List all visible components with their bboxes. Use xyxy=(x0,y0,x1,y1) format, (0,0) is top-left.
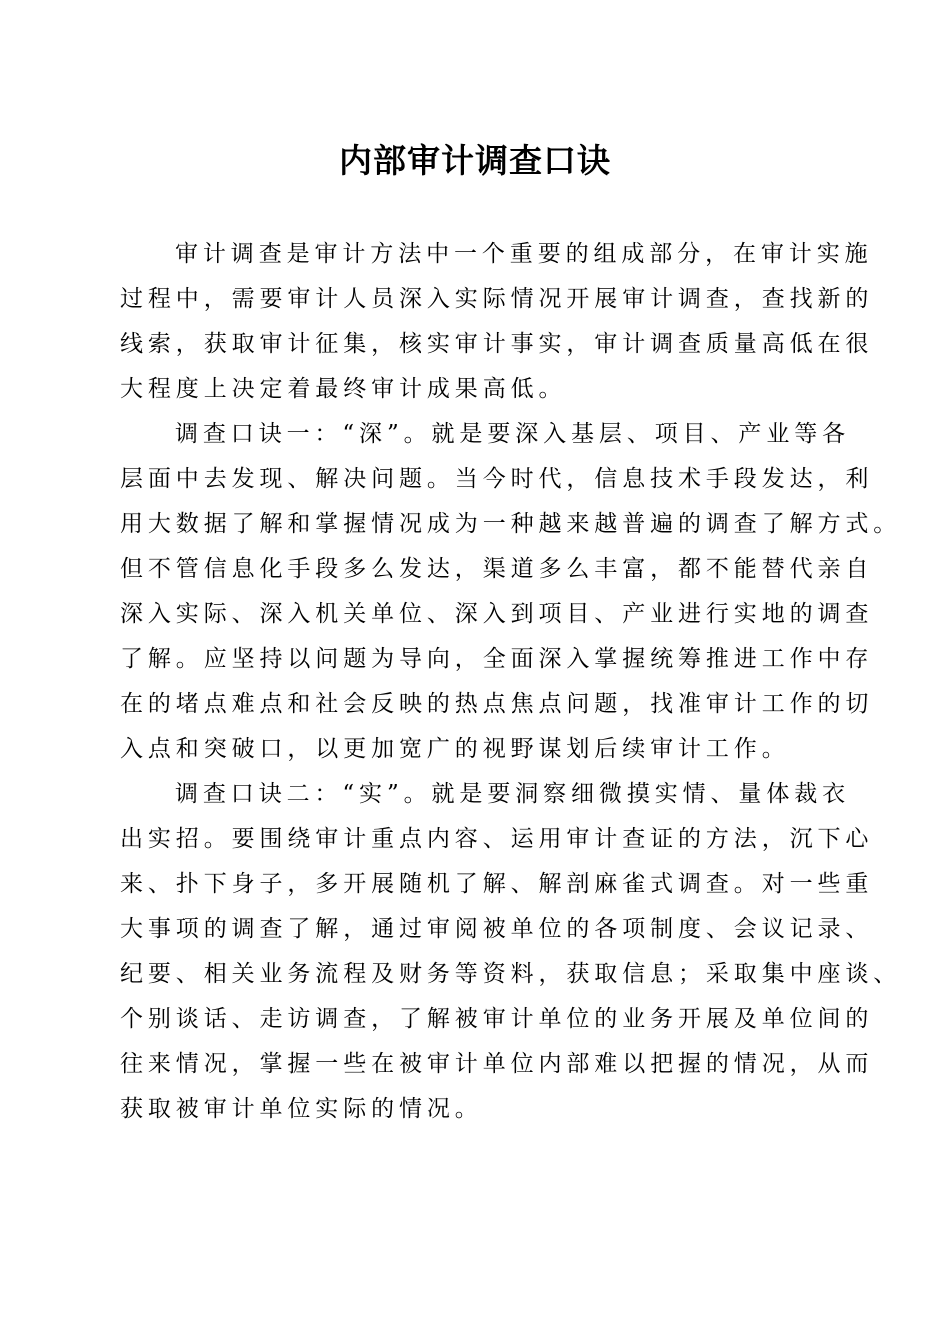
text-line: 过程中，需要审计人员深入实际情况开展审计调查，查找新的 xyxy=(120,286,874,312)
text-line: 大程度上决定着最终审计成果高低。 xyxy=(120,376,567,402)
text-line: 来、扑下身子，多开展随机了解、解剖麻雀式调查。对一些重 xyxy=(120,871,874,897)
text-line: 大事项的调查了解，通过审阅被单位的各项制度、会议记录、 xyxy=(120,916,874,942)
text-line: 往来情况，掌握一些在被审计单位内部难以把握的情况，从而 xyxy=(120,1051,874,1077)
text-line: 了解。应坚持以问题为导向，全面深入掌握统筹推进工作中存 xyxy=(120,646,874,672)
text-line: 出实招。要围绕审计重点内容、运用审计查证的方法，沉下心 xyxy=(120,826,874,852)
text-line: 深入实际、深入机关单位、深入到项目、产业进行实地的调查 xyxy=(120,601,874,627)
text-line: 用大数据了解和掌握情况成为一种越来越普遍的调查了解方式。 xyxy=(120,511,902,537)
document-body xyxy=(120,232,902,1132)
text-line: 个别谈话、走访调查，了解被审计单位的业务开展及单位间的 xyxy=(120,1006,874,1032)
paragraph-2 xyxy=(120,412,902,772)
text-line: 层面中去发现、解决问题。当今时代，信息技术手段发达，利 xyxy=(120,466,874,492)
text-line: 调查口诀二：“实”。就是要洞察细微摸实情、量体裁衣 xyxy=(175,781,851,807)
paragraph-3 xyxy=(120,772,902,1132)
text-line: 调查口诀一：“深”。就是要深入基层、项目、产业等各 xyxy=(175,421,851,447)
text-line: 纪要、相关业务流程及财务等资料，获取信息；采取集中座谈、 xyxy=(120,961,902,987)
text-line: 线索，获取审计征集，核实审计事实，审计调查质量高低在很 xyxy=(120,331,874,357)
text-line: 在的堵点难点和社会反映的热点焦点问题，找准审计工作的切 xyxy=(120,691,874,717)
text-line: 但不管信息化手段多么发达，渠道多么丰富，都不能替代亲自 xyxy=(120,556,874,582)
paragraph-1 xyxy=(120,232,874,412)
text-line: 审计调查是审计方法中一个重要的组成部分，在审计实施 xyxy=(175,241,873,267)
text-line: 获取被审计单位实际的情况。 xyxy=(120,1096,483,1122)
document-title: 内部审计调查口诀 xyxy=(339,141,611,180)
text-line: 入点和突破口，以更加宽广的视野谋划后续审计工作。 xyxy=(120,736,790,762)
